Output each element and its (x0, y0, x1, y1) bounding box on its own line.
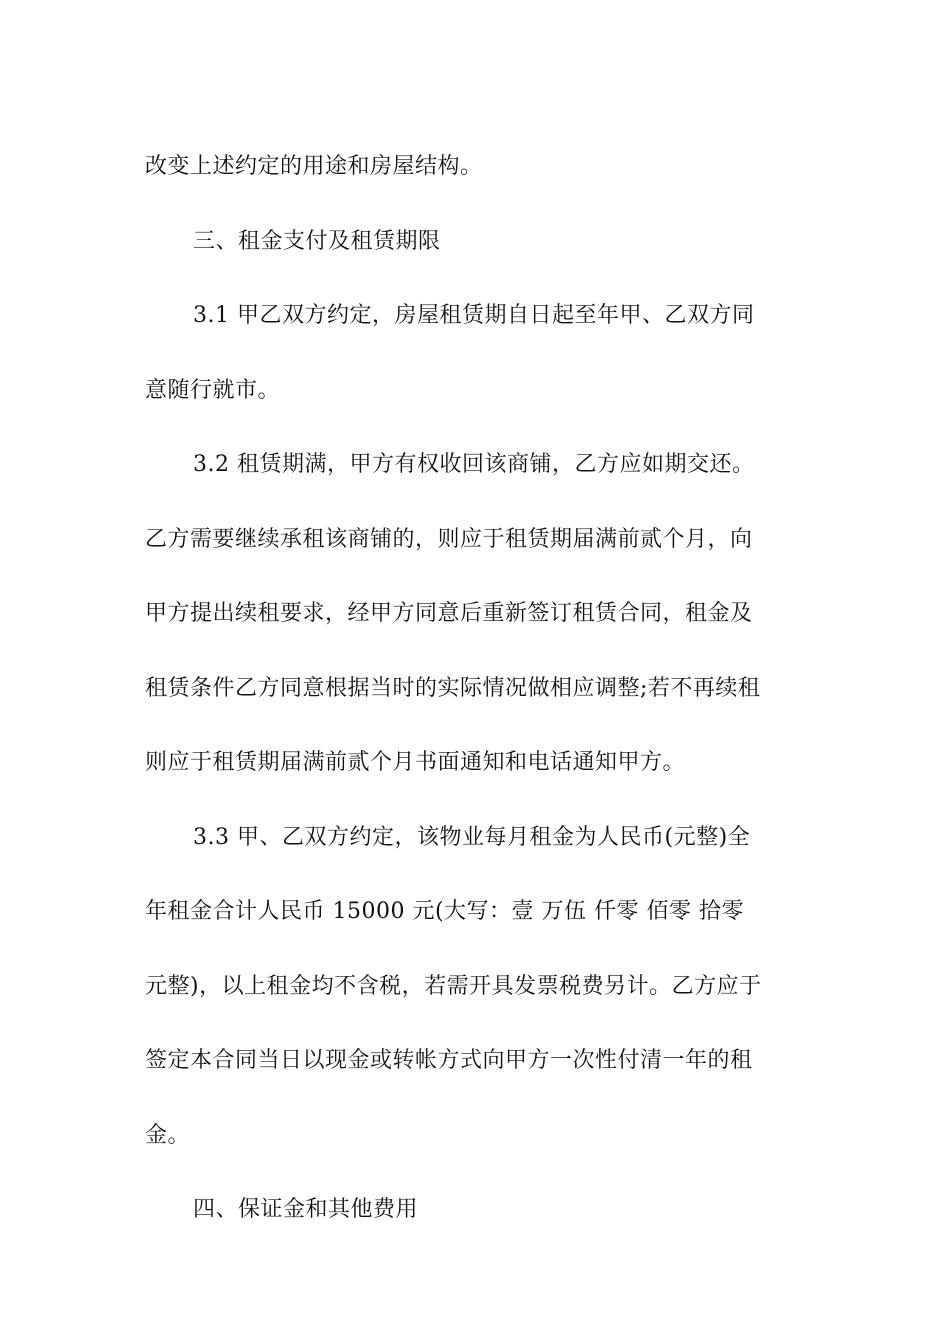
text-line: 元整)，以上租金均不含税，若需开具发票税费另计。乙方应于 (145, 973, 762, 999)
text-line: 3.3 甲、乙双方约定，该物业每月租金为人民币(元整)全 (193, 824, 751, 850)
text-line: 金。 (145, 1122, 191, 1148)
text-line: 租赁条件乙方同意根据当时的实际情况做相应调整;若不再续租 (145, 675, 761, 701)
text-line: 签定本合同当日以现金或转帐方式向甲方一次性付清一年的租 (145, 1048, 753, 1073)
text-line: 年租金合计人民币 15000 元(大写：壹 万伍 仟零 佰零 拾零 (145, 899, 745, 924)
text-line: 改变上述约定的用途和房屋结构。 (145, 154, 483, 179)
text-line: 3.2 租赁期满，甲方有权收回该商铺，乙方应如期交还。 (193, 452, 755, 477)
section-heading: 三、租金支付及租赁期限 (193, 228, 441, 254)
text-line: 乙方需要继续承租该商铺的，则应于租赁期届满前贰个月，向 (145, 526, 753, 552)
document-body (145, 130, 805, 1248)
text-line: 意随行就市。 (145, 377, 281, 403)
text-line: 3.1 甲乙双方约定，房屋租赁期自日起至年甲、乙双方同 (193, 303, 755, 328)
section-heading: 四、保证金和其他费用 (193, 1197, 419, 1222)
text-line: 甲方提出续租要求，经甲方同意后重新签订租赁合同，租金及 (145, 601, 753, 626)
text-line: 则应于租赁期届满前贰个月书面通知和电话通知甲方。 (145, 750, 686, 775)
